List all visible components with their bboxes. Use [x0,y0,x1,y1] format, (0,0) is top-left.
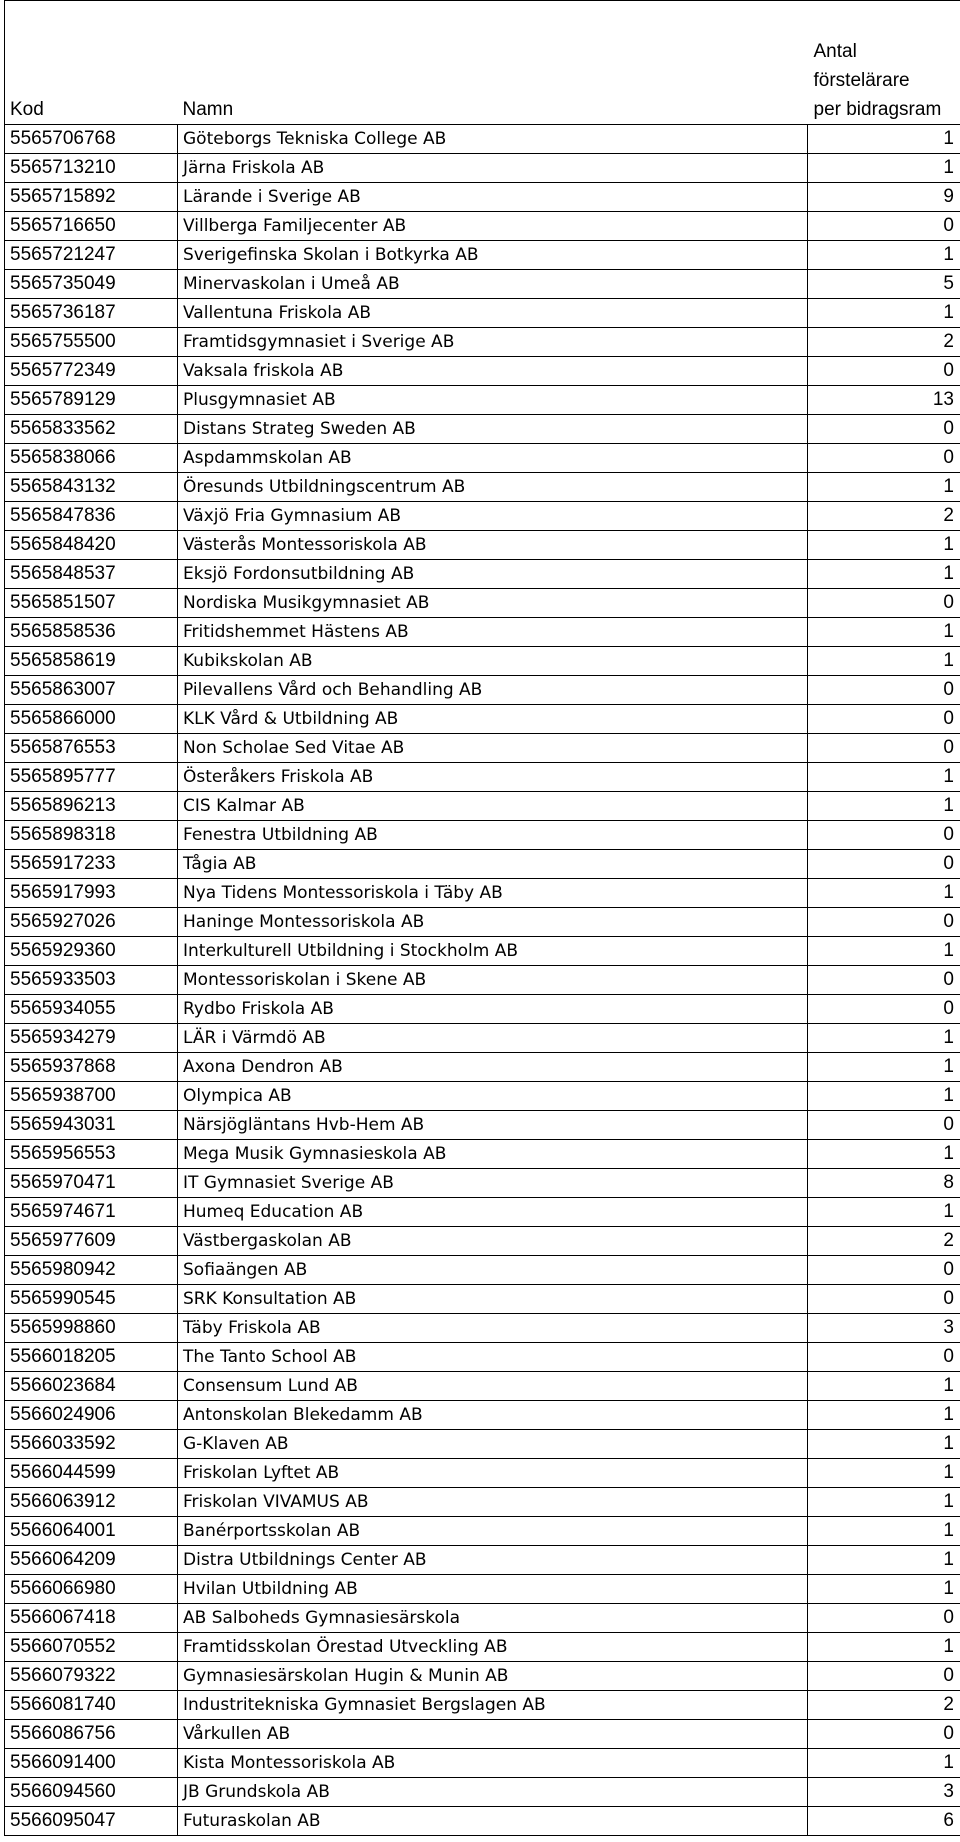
kod-cell: 5565735049 [5,270,178,299]
antal-cell: 0 [808,821,960,850]
kod-cell: 5565934279 [5,1024,178,1053]
kod-cell: 5565789129 [5,386,178,415]
table-row [5,705,960,734]
antal-cell: 1 [808,1024,960,1053]
table-row [5,1778,960,1807]
namn-cell: Humeq Education AB [178,1198,808,1227]
table-row [5,183,960,212]
namn-cell: Gymnasiesärskolan Hugin & Munin AB [178,1662,808,1691]
antal-cell: 1 [808,241,960,270]
kod-cell: 5566018205 [5,1343,178,1372]
antal-cell: 1 [808,1633,960,1662]
namn-cell: Nordiska Musikgymnasiet AB [178,589,808,618]
table-row [5,1546,960,1575]
namn-cell: Interkulturell Utbildning i Stockholm AB [178,937,808,966]
antal-cell: 1 [808,1053,960,1082]
kod-cell: 5566070552 [5,1633,178,1662]
table-row [5,328,960,357]
kod-cell: 5565848420 [5,531,178,560]
antal-cell: 0 [808,357,960,386]
antal-cell: 0 [808,1604,960,1633]
table-row [5,647,960,676]
antal-cell: 1 [808,1430,960,1459]
namn-cell: Distans Strateg Sweden AB [178,415,808,444]
antal-cell: 0 [808,995,960,1024]
kod-cell: 5565736187 [5,299,178,328]
antal-cell: 1 [808,1459,960,1488]
kod-cell: 5565715892 [5,183,178,212]
table-row [5,1343,960,1372]
kod-cell: 5565721247 [5,241,178,270]
table-row [5,1604,960,1633]
namn-cell: Olympica AB [178,1082,808,1111]
kod-cell: 5565843132 [5,473,178,502]
kod-cell: 5566023684 [5,1372,178,1401]
namn-cell: Villberga Familjecenter AB [178,212,808,241]
antal-cell: 1 [808,473,960,502]
namn-cell: Hvilan Utbildning AB [178,1575,808,1604]
table-row [5,357,960,386]
kod-cell: 5566064209 [5,1546,178,1575]
namn-cell: Växjö Fria Gymnasium AB [178,502,808,531]
kod-cell: 5565833562 [5,415,178,444]
table-row [5,589,960,618]
kod-cell: 5565772349 [5,357,178,386]
antal-cell: 1 [808,763,960,792]
table-row [5,386,960,415]
antal-cell: 1 [808,531,960,560]
namn-cell: Non Scholae Sed Vitae AB [178,734,808,763]
antal-cell: 1 [808,1198,960,1227]
namn-cell: LÄR i Värmdö AB [178,1024,808,1053]
kod-cell: 5565943031 [5,1111,178,1140]
table-row [5,1720,960,1749]
antal-cell: 1 [808,1749,960,1778]
kod-cell: 5566066980 [5,1575,178,1604]
kod-cell: 5565858619 [5,647,178,676]
table-row [5,995,960,1024]
antal-cell: 3 [808,1778,960,1807]
kod-cell: 5565938700 [5,1082,178,1111]
antal-cell: 1 [808,299,960,328]
table-row [5,618,960,647]
namn-cell: Montessoriskolan i Skene AB [178,966,808,995]
table-row [5,1517,960,1546]
kod-cell: 5565838066 [5,444,178,473]
namn-cell: Järna Friskola AB [178,154,808,183]
header-antal-line3: per bidragsram [813,99,942,120]
namn-cell: Öresunds Utbildningscentrum AB [178,473,808,502]
antal-cell: 1 [808,154,960,183]
namn-cell: CIS Kalmar AB [178,792,808,821]
table-row [5,1807,960,1836]
table-row [5,270,960,299]
antal-cell: 8 [808,1169,960,1198]
header-row [5,1,960,125]
table-row [5,154,960,183]
kod-cell: 5566081740 [5,1691,178,1720]
antal-cell: 5 [808,270,960,299]
table-row [5,241,960,270]
antal-cell: 0 [808,676,960,705]
namn-cell: Fenestra Utbildning AB [178,821,808,850]
antal-cell: 0 [808,1343,960,1372]
kod-cell: 5565927026 [5,908,178,937]
kod-cell: 5565998860 [5,1314,178,1343]
namn-cell: Rydbo Friskola AB [178,995,808,1024]
namn-cell: Lärande i Sverige AB [178,183,808,212]
antal-cell: 1 [808,937,960,966]
table-row [5,1285,960,1314]
kod-cell: 5566067418 [5,1604,178,1633]
antal-cell: 6 [808,1807,960,1836]
antal-cell: 0 [808,1662,960,1691]
table-row [5,676,960,705]
namn-cell: Consensum Lund AB [178,1372,808,1401]
namn-cell: Framtidsskolan Örestad Utveckling AB [178,1633,808,1662]
table-row [5,212,960,241]
antal-cell: 13 [808,386,960,415]
table-row [5,1227,960,1256]
namn-cell: Österåkers Friskola AB [178,763,808,792]
kod-cell: 5565956553 [5,1140,178,1169]
namn-cell: KLK Vård & Utbildning AB [178,705,808,734]
namn-cell: Nya Tidens Montessoriskola i Täby AB [178,879,808,908]
namn-cell: AB Salboheds Gymnasiesärskola [178,1604,808,1633]
namn-cell: Industritekniska Gymnasiet Bergslagen AB [178,1691,808,1720]
kod-cell: 5565866000 [5,705,178,734]
namn-cell: Kubikskolan AB [178,647,808,676]
table-row [5,1749,960,1778]
kod-cell: 5565974671 [5,1198,178,1227]
antal-cell: 1 [808,1401,960,1430]
namn-cell: Mega Musik Gymnasieskola AB [178,1140,808,1169]
table-row [5,1633,960,1662]
table-row [5,1082,960,1111]
table-row [5,850,960,879]
kod-cell: 5565858536 [5,618,178,647]
kod-cell: 5566063912 [5,1488,178,1517]
antal-cell: 0 [808,1285,960,1314]
table-row [5,1401,960,1430]
namn-cell: Plusgymnasiet AB [178,386,808,415]
namn-cell: Friskolan Lyftet AB [178,1459,808,1488]
table-row [5,299,960,328]
antal-cell: 0 [808,415,960,444]
table-row [5,473,960,502]
table-row [5,1111,960,1140]
table-row [5,1198,960,1227]
antal-cell: 1 [808,1575,960,1604]
namn-cell: Tågia AB [178,850,808,879]
antal-cell: 1 [808,560,960,589]
kod-cell: 5565929360 [5,937,178,966]
antal-cell: 1 [808,125,960,154]
header-namn: Namn [178,1,808,125]
antal-cell: 9 [808,183,960,212]
kod-cell: 5565934055 [5,995,178,1024]
table-row [5,763,960,792]
kod-cell: 5566024906 [5,1401,178,1430]
antal-cell: 0 [808,1720,960,1749]
namn-cell: Haninge Montessoriskola AB [178,908,808,937]
namn-cell: JB Grundskola AB [178,1778,808,1807]
antal-cell: 0 [808,850,960,879]
namn-cell: Futuraskolan AB [178,1807,808,1836]
table-row [5,1314,960,1343]
kod-cell: 5565895777 [5,763,178,792]
antal-cell: 0 [808,1111,960,1140]
kod-cell: 5566064001 [5,1517,178,1546]
antal-cell: 1 [808,1517,960,1546]
namn-cell: Vallentuna Friskola AB [178,299,808,328]
kod-cell: 5565980942 [5,1256,178,1285]
antal-cell: 1 [808,1372,960,1401]
namn-cell: Antonskolan Blekedamm AB [178,1401,808,1430]
table-row [5,560,960,589]
antal-cell: 2 [808,502,960,531]
table-row [5,1169,960,1198]
antal-cell: 0 [808,705,960,734]
table-row [5,908,960,937]
table-row [5,1488,960,1517]
header-antal-line2: förstelärare [813,70,910,91]
table-row [5,1053,960,1082]
namn-cell: Axona Dendron AB [178,1053,808,1082]
kod-cell: 5565876553 [5,734,178,763]
namn-cell: Täby Friskola AB [178,1314,808,1343]
namn-cell: Pilevallens Vård och Behandling AB [178,676,808,705]
kod-cell: 5565847836 [5,502,178,531]
table-row [5,1459,960,1488]
namn-cell: Västerås Montessoriskola AB [178,531,808,560]
school-table [4,0,960,1836]
table-header [5,1,960,125]
antal-cell: 2 [808,1227,960,1256]
kod-cell: 5566094560 [5,1778,178,1807]
namn-cell: G-Klaven AB [178,1430,808,1459]
namn-cell: Aspdammskolan AB [178,444,808,473]
table-row [5,415,960,444]
kod-cell: 5565848537 [5,560,178,589]
kod-cell: 5565716650 [5,212,178,241]
namn-cell: Minervaskolan i Umeå AB [178,270,808,299]
antal-cell: 0 [808,589,960,618]
antal-cell: 1 [808,879,960,908]
kod-cell: 5565917233 [5,850,178,879]
namn-cell: SRK Konsultation AB [178,1285,808,1314]
antal-cell: 1 [808,1140,960,1169]
kod-cell: 5565755500 [5,328,178,357]
namn-cell: Banérportsskolan AB [178,1517,808,1546]
table-row [5,792,960,821]
antal-cell: 0 [808,908,960,937]
namn-cell: IT Gymnasiet Sverige AB [178,1169,808,1198]
namn-cell: Närsjögläntans Hvb-Hem AB [178,1111,808,1140]
antal-cell: 1 [808,618,960,647]
antal-cell: 0 [808,212,960,241]
table-row [5,1140,960,1169]
table-row [5,1662,960,1691]
antal-cell: 2 [808,328,960,357]
kod-cell: 5565970471 [5,1169,178,1198]
namn-cell: Vaksala friskola AB [178,357,808,386]
namn-cell: Vårkullen AB [178,1720,808,1749]
kod-cell: 5565896213 [5,792,178,821]
kod-cell: 5566086756 [5,1720,178,1749]
table-row [5,1430,960,1459]
namn-cell: Kista Montessoriskola AB [178,1749,808,1778]
namn-cell: Västbergaskolan AB [178,1227,808,1256]
namn-cell: Friskolan VIVAMUS AB [178,1488,808,1517]
namn-cell: Framtidsgymnasiet i Sverige AB [178,328,808,357]
table-row [5,734,960,763]
kod-cell: 5565851507 [5,589,178,618]
kod-cell: 5566044599 [5,1459,178,1488]
antal-cell: 1 [808,1082,960,1111]
table-row [5,1024,960,1053]
antal-cell: 3 [808,1314,960,1343]
kod-cell: 5565713210 [5,154,178,183]
kod-cell: 5565933503 [5,966,178,995]
table-row [5,1691,960,1720]
kod-cell: 5565977609 [5,1227,178,1256]
table-body [5,125,960,1836]
antal-cell: 2 [808,1691,960,1720]
header-antal-line1: Antal [813,41,857,62]
table-row [5,444,960,473]
namn-cell: Sofiaängen AB [178,1256,808,1285]
kod-cell: 5566095047 [5,1807,178,1836]
antal-cell: 0 [808,966,960,995]
table-row [5,937,960,966]
table-row [5,821,960,850]
table-row [5,502,960,531]
namn-cell: Sverigefinska Skolan i Botkyrka AB [178,241,808,270]
kod-cell: 5565937868 [5,1053,178,1082]
kod-cell: 5566033592 [5,1430,178,1459]
table-row [5,125,960,154]
table-row [5,1575,960,1604]
kod-cell: 5565917993 [5,879,178,908]
antal-cell: 0 [808,444,960,473]
kod-cell: 5565863007 [5,676,178,705]
kod-cell: 5566091400 [5,1749,178,1778]
header-antal [808,1,960,125]
table-row [5,1372,960,1401]
antal-cell: 1 [808,647,960,676]
namn-cell: Eksjö Fordonsutbildning AB [178,560,808,589]
antal-cell: 1 [808,1546,960,1575]
kod-cell: 5565706768 [5,125,178,154]
table-row [5,966,960,995]
namn-cell: Göteborgs Tekniska College AB [178,125,808,154]
kod-cell: 5565990545 [5,1285,178,1314]
kod-cell: 5566079322 [5,1662,178,1691]
table-row [5,531,960,560]
table-row [5,1256,960,1285]
antal-cell: 0 [808,734,960,763]
namn-cell: Fritidshemmet Hästens AB [178,618,808,647]
antal-cell: 0 [808,1256,960,1285]
namn-cell: Distra Utbildnings Center AB [178,1546,808,1575]
header-kod: Kod [5,1,178,125]
namn-cell: The Tanto School AB [178,1343,808,1372]
kod-cell: 5565898318 [5,821,178,850]
table-row [5,879,960,908]
antal-cell: 1 [808,1488,960,1517]
antal-cell: 1 [808,792,960,821]
